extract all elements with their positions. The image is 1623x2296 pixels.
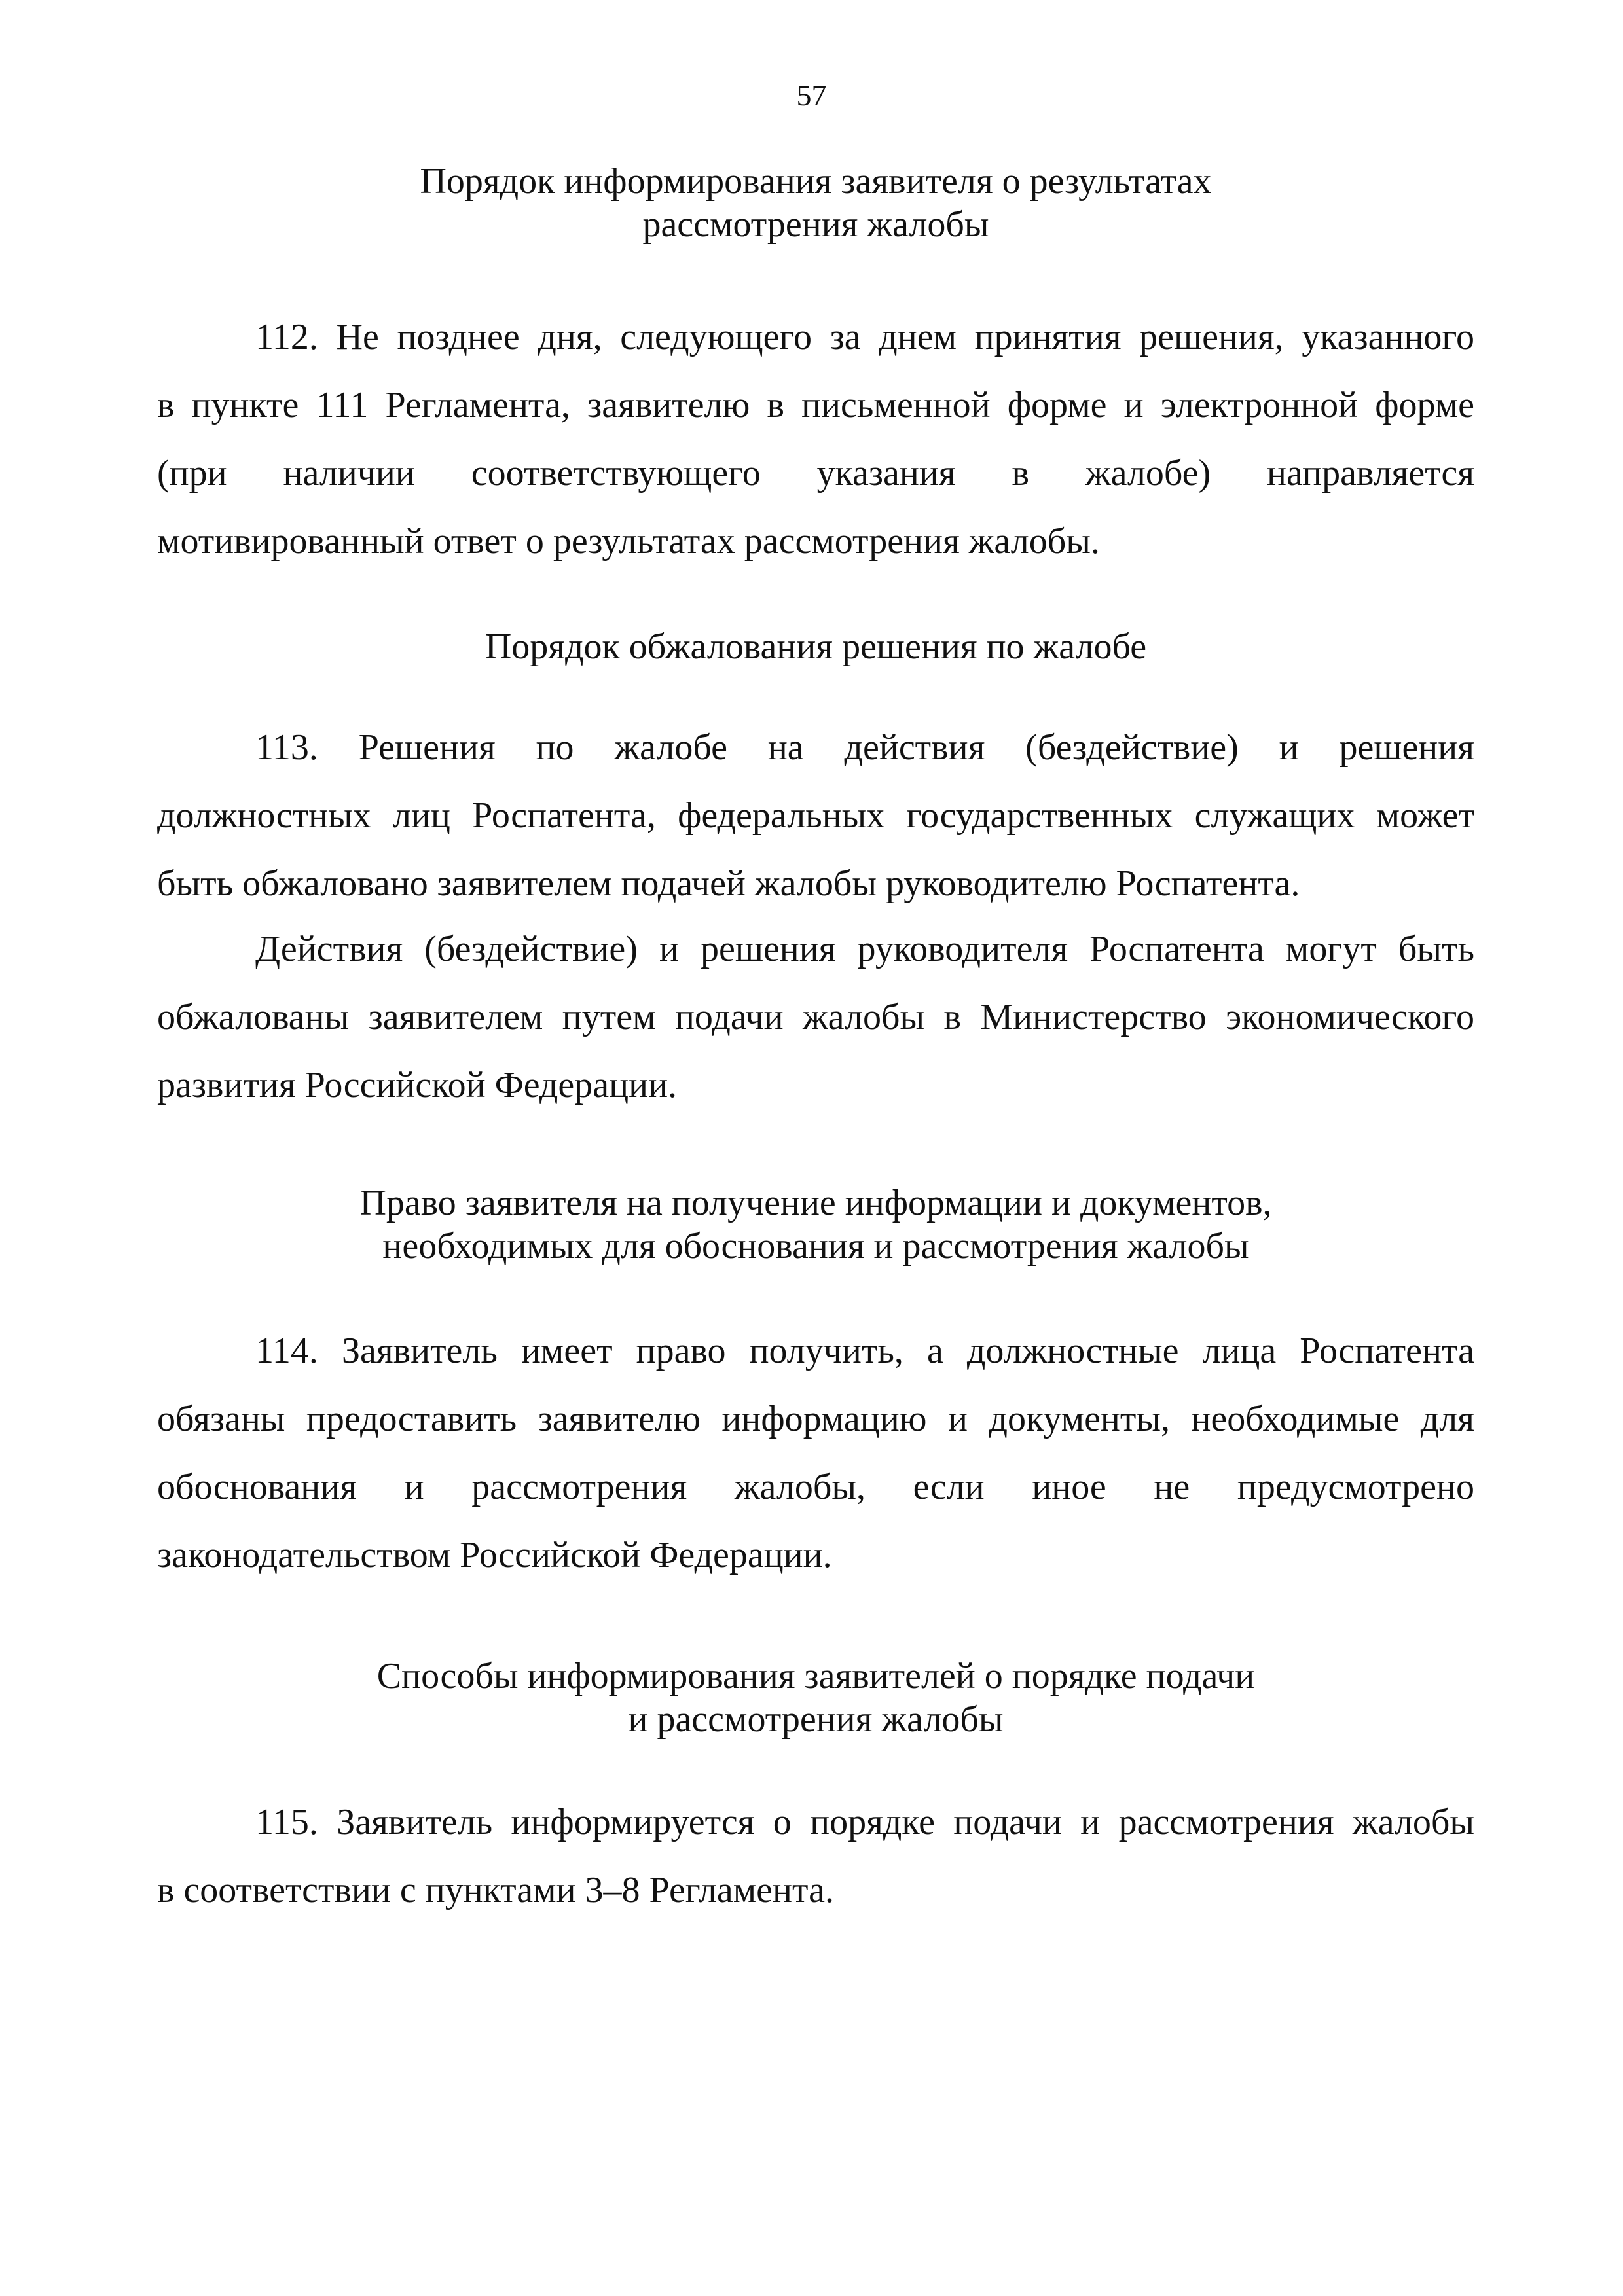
heading-line: рассмотрения жалобы — [642, 204, 989, 245]
paragraph-line: должностных лиц Роспатента, федеральных государственных служащих может — [157, 795, 1474, 836]
paragraph-line: (при наличии соответствующего указания в жалобе) направляется — [157, 453, 1474, 493]
heading-line: необходимых для обоснования и рассмотрения жалобы — [382, 1226, 1249, 1266]
section-heading-appeal-decision — [157, 625, 1474, 668]
heading-line: Порядок информирования заявителя о результатах — [420, 161, 1212, 202]
section-heading-right-to-information — [157, 1181, 1474, 1268]
heading-line: Порядок обжалования решения по жалобе — [484, 626, 1147, 667]
paragraph-line: мотивированный ответ о результатах рассмотрения жалобы. — [157, 521, 1100, 562]
paragraph-112 — [157, 303, 1474, 575]
paragraph-113-continued — [157, 915, 1474, 1119]
heading-line: Право заявителя на получение информации и документов, — [359, 1183, 1272, 1223]
paragraph-114 — [157, 1317, 1474, 1589]
paragraph-line: обоснования и рассмотрения жалобы, если иное не предусмотрено — [157, 1467, 1474, 1507]
paragraph-line: в соответствии с пунктами 3–8 Регламента. — [157, 1870, 835, 1910]
paragraph-line: обязаны предоставить заявителю информацию и документы, необходимые для — [157, 1399, 1474, 1439]
paragraph-line: в пункте 111 Регламента, заявителю в письменной форме и электронной форме — [157, 385, 1474, 425]
paragraph-line: развития Российской Федерации. — [157, 1065, 678, 1105]
paragraph-line: 112. Не позднее дня, следующего за днем принятия решения, указанного — [255, 317, 1474, 357]
paragraph-line: Действия (бездействие) и решения руководителя Роспатента могут быть — [255, 929, 1474, 969]
heading-line: и рассмотрения жалобы — [628, 1699, 1004, 1740]
paragraph-line: обжалованы заявителем путем подачи жалобы в Министерство экономического — [157, 997, 1474, 1037]
section-heading-informing-results — [157, 160, 1474, 246]
paragraph-line: 113. Решения по жалобе на действия (бездействие) и решения — [255, 727, 1474, 768]
page-number: 57 — [796, 79, 827, 112]
paragraph-line: 114. Заявитель имеет право получить, а должностные лица Роспатента — [255, 1331, 1474, 1371]
heading-line: Способы информирования заявителей о порядке подачи — [376, 1656, 1255, 1696]
paragraph-line: быть обжаловано заявителем подачей жалобы руководителю Роспатента. — [157, 863, 1300, 904]
paragraph-line: 115. Заявитель информируется о порядке подачи и рассмотрения жалобы — [255, 1802, 1474, 1842]
paragraph-113 — [157, 713, 1474, 918]
paragraph-line: законодательством Российской Федерации. — [157, 1535, 832, 1575]
section-heading-methods-of-informing — [157, 1655, 1474, 1741]
paragraph-115 — [157, 1788, 1474, 1924]
